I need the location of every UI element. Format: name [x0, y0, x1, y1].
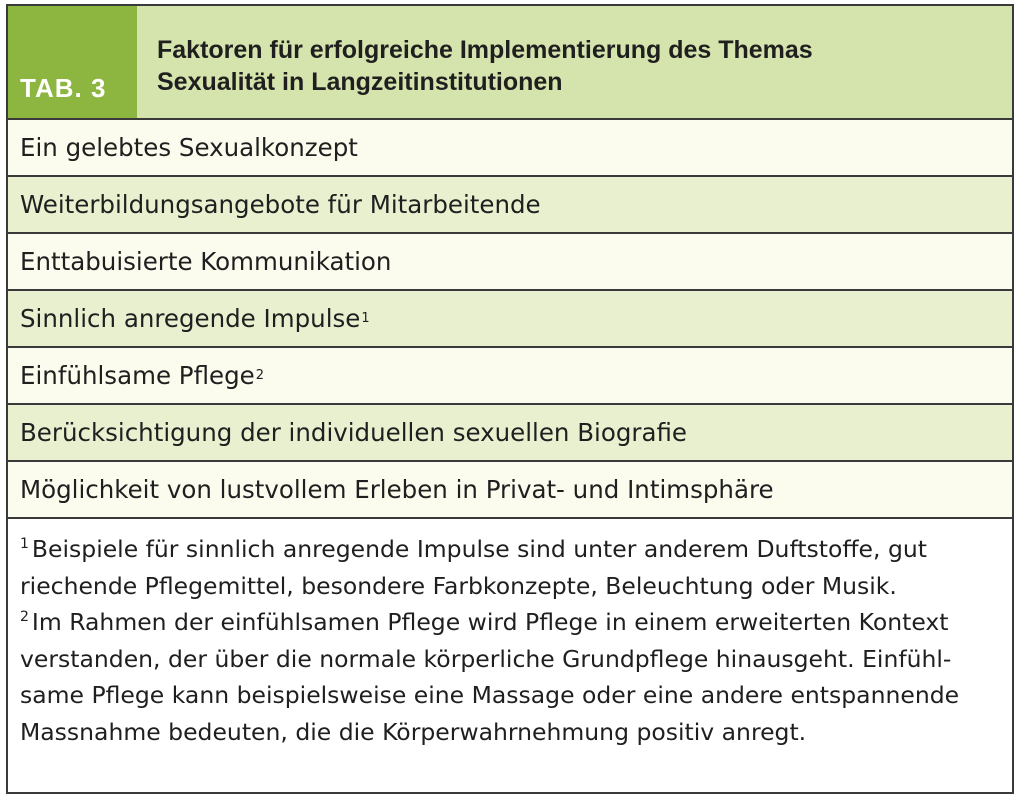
row-text: Möglichkeit von lustvollem Erleben in Privat- und Intimsphäre [20, 475, 774, 504]
table-row [8, 405, 1012, 462]
factors-table [6, 4, 1014, 794]
footnote-1-text: Beispiele für sinnlich anregende Impulse sind unter anderem Duftstoffe, gut [31, 535, 927, 563]
footnote-1-number: 1 [20, 536, 29, 553]
footnote-2-number: 2 [20, 609, 29, 626]
table-row [8, 177, 1012, 234]
table-header [8, 6, 1012, 120]
footnote-2-line: verstanden, der über die normale körperliche Grundpflege hinausgeht. Einfühl- [20, 644, 952, 673]
footnotes [8, 519, 1012, 750]
table-row: Einfühlsame Pflege 2 [8, 348, 1012, 405]
footnote-2-line: same Pflege kann beispielsweise eine Massage oder eine andere entspannende [20, 681, 960, 709]
table-row [8, 120, 1012, 177]
table-title: Faktoren für erfolgreiche Implementierung des Themas Sexualität in Langzeitinstitutionen [137, 6, 1012, 118]
row-text: Weiterbildungsangebote für Mitarbeitende [20, 190, 541, 219]
table-row [8, 234, 1012, 291]
row-text: Enttabuisierte Kommunikation [20, 247, 392, 276]
table-row [8, 462, 1012, 519]
footnote-1-line [20, 531, 998, 568]
footnote-2-line: Massnahme bedeuten, die die Körperwahrnehmung positiv anregt. [20, 717, 807, 746]
table-number-label: TAB. 3 [8, 6, 137, 118]
footnote-1-line: riechende Pflegemittel, besondere Farbkonzepte, Beleuchtung oder Musik. [20, 571, 897, 600]
row-text: Berücksichtigung der individuellen sexuellen Biografie [20, 418, 687, 447]
row-text: Ein gelebtes Sexualkonzept [20, 133, 358, 162]
footnote-2-text: Im Rahmen der einfühlsamen Pflege wird Pflege in einem erweiterten Kontext [31, 608, 949, 636]
row-text: Einfühlsame Pflege [20, 361, 255, 390]
row-text: Sinnlich anregende Impulse [20, 304, 361, 333]
table-row: Sinnlich anregende Impulse 1 [8, 291, 1012, 348]
footnote-2-line [20, 604, 998, 641]
